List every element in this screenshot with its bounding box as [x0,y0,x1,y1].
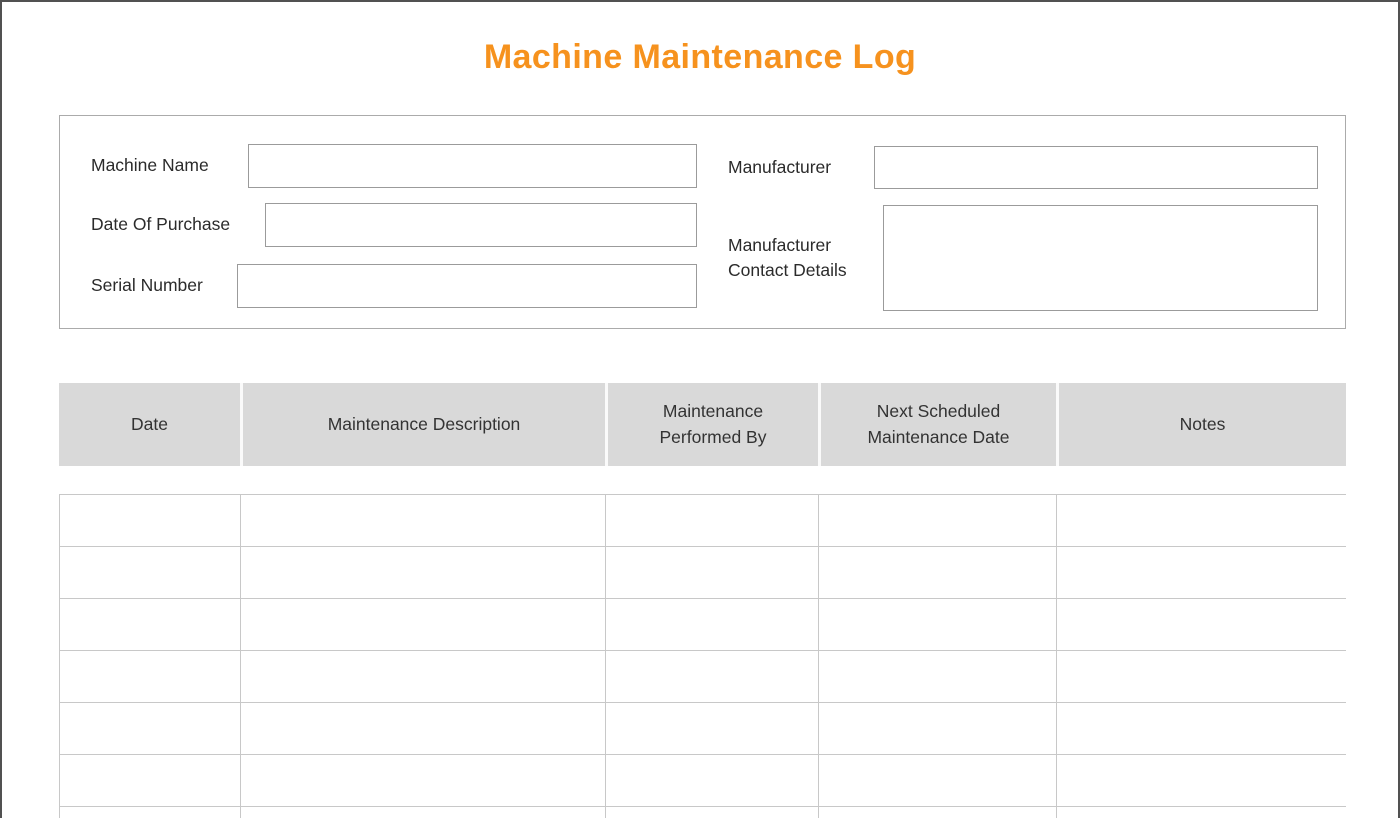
table-cell[interactable] [241,495,606,547]
table-cell[interactable] [606,495,819,547]
table-cell[interactable] [1057,651,1347,703]
table-cell[interactable] [606,547,819,599]
serial-number-label: Serial Number [91,275,203,296]
table-row [60,599,1347,651]
table-cell[interactable] [241,547,606,599]
manufacturer-contact-details-label: Manufacturer Contact Details [728,234,847,280]
machine-info-panel [59,115,1346,329]
log-grid [59,494,1346,818]
table-cell[interactable] [819,599,1057,651]
serial-number-input[interactable] [237,264,697,308]
table-cell[interactable] [1057,599,1347,651]
log-table-body [59,494,1346,818]
date-of-purchase-input[interactable] [265,203,697,247]
table-cell[interactable] [1057,807,1347,818]
table-cell[interactable] [819,651,1057,703]
table-cell[interactable] [241,651,606,703]
table-row [60,755,1347,807]
log-header-maintenance-performed-by: Maintenance Performed By [605,383,818,466]
table-cell[interactable] [241,807,606,818]
table-cell[interactable] [60,755,241,807]
log-header-notes: Notes [1056,383,1346,466]
manufacturer-contact-details-input[interactable] [883,205,1318,311]
table-cell[interactable] [819,495,1057,547]
table-cell[interactable] [60,547,241,599]
table-cell[interactable] [241,703,606,755]
table-cell[interactable] [1057,547,1347,599]
table-cell[interactable] [606,651,819,703]
table-cell[interactable] [819,807,1057,818]
page-title: Machine Maintenance Log [483,38,917,76]
log-table-header [59,383,1346,466]
table-row [60,547,1347,599]
machine-name-label: Machine Name [91,155,209,176]
table-cell[interactable] [60,651,241,703]
table-cell[interactable] [60,495,241,547]
machine-name-input[interactable] [248,144,697,188]
table-cell[interactable] [60,807,241,818]
table-cell[interactable] [819,547,1057,599]
table-row [60,703,1347,755]
table-cell[interactable] [241,599,606,651]
table-cell[interactable] [606,755,819,807]
log-header-next-scheduled-maintenance-date: Next Scheduled Maintenance Date [818,383,1056,466]
log-header-maintenance-description: Maintenance Description [240,383,605,466]
manufacturer-input[interactable] [874,146,1318,189]
table-cell[interactable] [60,599,241,651]
table-cell[interactable] [1057,495,1347,547]
table-cell[interactable] [819,755,1057,807]
date-of-purchase-label: Date Of Purchase [91,214,231,235]
manufacturer-label: Manufacturer [728,156,832,177]
table-cell[interactable] [606,703,819,755]
table-row [60,651,1347,703]
table-cell[interactable] [60,703,241,755]
table-cell[interactable] [1057,755,1347,807]
log-header-date: Date [131,413,168,434]
table-row [60,807,1347,818]
table-cell[interactable] [819,703,1057,755]
table-cell[interactable] [606,599,819,651]
table-cell[interactable] [606,807,819,818]
table-cell[interactable] [241,755,606,807]
table-cell[interactable] [1057,703,1347,755]
table-row [60,495,1347,547]
